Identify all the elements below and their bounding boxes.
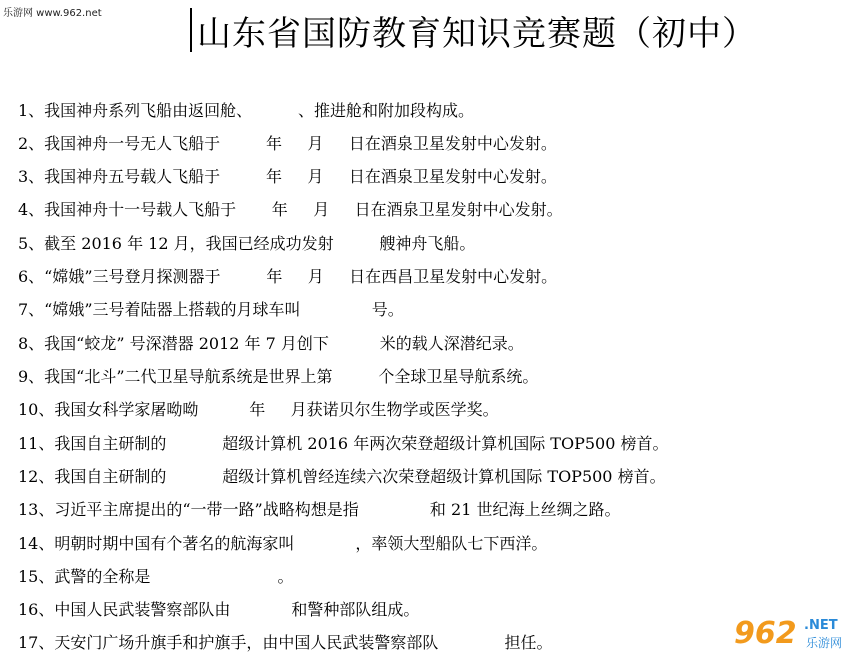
title-cursor-bar — [190, 8, 192, 52]
question-item: 14、明朝时期中国有个著名的航海家叫 ，率领大型船队七下西洋。 — [18, 534, 548, 553]
question-item: 8、我国“蛟龙” 号深潜器 2012 年 7 月创下 米的载人深潜纪录。 — [18, 334, 524, 353]
question-item: 6、“嫦娥”三号登月探测器于 年 月 日在西昌卫星发射中心发射。 — [18, 267, 558, 286]
question-item: 13、习近平主席提出的“一带一路”战略构想是指 和 21 世纪海上丝绸之路。 — [18, 500, 621, 519]
question-item: 16、中国人民武装警察部队由 和警种部队组成。 — [18, 600, 420, 619]
question-item: 2、我国神舟一号无人飞船于 年 月 日在酒泉卫星发射中心发射。 — [18, 134, 557, 153]
document-title: 山东省国防教育知识竞赛题（初中） — [197, 14, 757, 54]
question-item: 7、“嫦娥”三号着陆器上搭载的月球车叫 号。 — [18, 300, 404, 319]
question-item: 9、我国“北斗”二代卫星导航系统是世界上第 个全球卫星导航系统。 — [18, 367, 539, 386]
logo-net-text: .NET — [804, 618, 838, 633]
site-watermark-text: 乐游网 www.962.net — [3, 8, 102, 19]
question-item: 1、我国神舟系列飞船由返回舱、 、推进舱和附加段构成。 — [18, 101, 474, 120]
question-item: 17、天安门广场升旗手和护旗手，由中国人民武装警察部队 担任。 — [18, 633, 553, 652]
question-item: 4、我国神舟十一号载人飞船于 年 月 日在酒泉卫星发射中心发射。 — [18, 200, 563, 219]
question-item: 11、我国自主研制的 超级计算机 2016 年两次荣登超级计算机国际 TOP500 榜首。 — [18, 434, 669, 453]
logo-sub-text: 乐游网 — [806, 636, 843, 650]
question-item: 10、我国女科学家屠呦呦 年 月获诺贝尔生物学或医学奖。 — [18, 400, 499, 419]
question-item: 15、武警的全称是 。 — [18, 567, 294, 586]
question-item: 5、截至 2016 年 12 月，我国已经成功发射 艘神舟飞船。 — [18, 234, 476, 253]
site-logo — [728, 609, 858, 655]
logo-962-text: 962 — [734, 616, 797, 651]
question-item: 3、我国神舟五号载人飞船于 年 月 日在酒泉卫星发射中心发射。 — [18, 167, 557, 186]
question-item: 12、我国自主研制的 超级计算机曾经连续六次荣登超级计算机国际 TOP500 榜首。 — [18, 467, 666, 486]
